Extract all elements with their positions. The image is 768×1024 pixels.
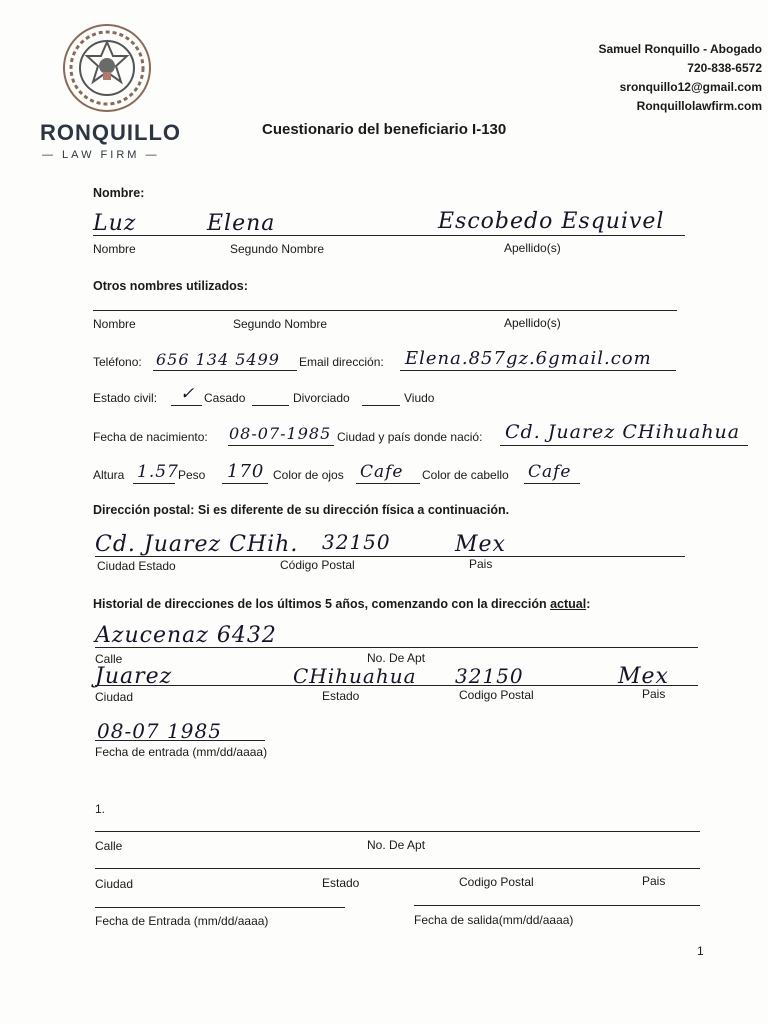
label-street: Calle	[95, 652, 123, 666]
handwritten-hair-color: Cafe	[528, 462, 572, 482]
viudo-line	[362, 405, 400, 406]
weight-line	[222, 483, 268, 484]
handwritten-history-zip: 32150	[455, 664, 524, 688]
name-line	[93, 235, 685, 236]
label-entry1-apt: No. De Apt	[367, 838, 426, 852]
label-divorciado: Divorciado	[293, 391, 350, 405]
mailing-address-line	[95, 556, 685, 557]
handwritten-history-state: CHihuahua	[293, 664, 417, 688]
label-ciudad: Ciudad	[95, 690, 134, 704]
handwritten-mailing-zip: 32150	[322, 530, 391, 554]
label-viudo: Viudo	[404, 391, 435, 405]
label-height: Altura	[93, 468, 125, 482]
height-line	[133, 483, 175, 484]
handwritten-eye-color: Cafe	[360, 462, 404, 482]
phone-number: 720-838-6572	[687, 61, 762, 75]
label-email: Email dirección:	[299, 355, 384, 369]
address-history-text: Historial de direcciones de los últimos 5 años, comenzando con la dirección	[93, 597, 551, 611]
firm-brand-name: RONQUILLO	[40, 120, 181, 145]
aztec-calendar-logo-icon	[61, 22, 153, 114]
label-codigo-postal: Codigo Postal	[459, 688, 534, 702]
handwritten-phone: 656 134 5499	[156, 350, 280, 369]
handwritten-entry-date: 08-07 1985	[97, 719, 222, 743]
label-phone: Teléfono:	[93, 355, 142, 369]
handwritten-birth-place: Cd. Juarez CHihuahua	[505, 421, 741, 443]
label-weight: Peso	[178, 468, 206, 482]
label-other-last-name: Apellido(s)	[504, 316, 561, 330]
handwritten-weight: 170	[227, 461, 265, 482]
label-middle-name: Segundo Nombre	[230, 242, 325, 256]
label-other-first-name: Nombre	[93, 317, 136, 331]
entry1-street-line	[95, 831, 700, 832]
divorciado-line	[252, 405, 289, 406]
attorney-name: Samuel Ronquillo - Abogado	[598, 42, 762, 56]
label-birth-place: Ciudad y país donde nació:	[337, 430, 483, 444]
label-last-name: Apellido(s)	[504, 241, 561, 255]
other-names-heading: Otros nombres utilizados:	[93, 279, 248, 293]
handwritten-middle-name: Elena	[207, 211, 276, 236]
other-names-line	[93, 310, 677, 311]
page-number: 1	[697, 944, 704, 958]
street-line	[95, 647, 698, 648]
label-birth-date: Fecha de nacimiento:	[93, 430, 208, 444]
entry1-exit-date-line	[414, 905, 700, 906]
label-entry1-pais: Pais	[642, 874, 666, 888]
label-estado: Estado	[322, 689, 360, 703]
checkmark-casado-icon: ✓	[180, 384, 196, 404]
entry1-entry-date-line	[95, 907, 345, 908]
address-history-heading	[93, 597, 590, 611]
label-entry1-estado: Estado	[322, 876, 360, 890]
phone-line	[153, 370, 297, 371]
handwritten-first-name: Luz	[93, 211, 137, 236]
label-postal-code: Código Postal	[280, 558, 355, 572]
label-eye-color: Color de ojos	[273, 468, 344, 482]
handwritten-mailing-country: Mex	[455, 532, 506, 557]
label-entry-date: Fecha de entrada (mm/dd/aaaa)	[95, 745, 268, 759]
address-history-colon: :	[586, 597, 591, 611]
label-marital-status: Estado civil:	[93, 391, 158, 405]
handwritten-email: Elena.857gz.6gmail.com	[405, 348, 652, 369]
entry1-city-line	[95, 868, 700, 869]
label-country: Pais	[469, 557, 493, 571]
handwritten-height: 1.57	[137, 462, 179, 482]
handwritten-last-name: Escobedo Esquivel	[438, 209, 665, 234]
label-entry1-ciudad: Ciudad	[95, 877, 134, 891]
label-other-middle-name: Segundo Nombre	[233, 317, 328, 331]
name-section-heading: Nombre:	[93, 186, 145, 200]
eye-color-line	[356, 483, 420, 484]
label-city-state: Ciudad Estado	[97, 559, 176, 573]
hair-color-line	[524, 483, 580, 484]
mailing-address-heading: Dirección postal: Si es diferente de su dirección física a continuación.	[93, 503, 510, 517]
handwritten-birth-date: 08-07-1985	[229, 424, 332, 443]
contact-block	[598, 40, 762, 116]
website: Ronquillolawfirm.com	[636, 99, 762, 113]
birth-place-line	[500, 445, 748, 446]
label-entry1-entry-date: Fecha de Entrada (mm/dd/aaaa)	[95, 914, 269, 928]
label-entry1-codigo-postal: Codigo Postal	[459, 875, 534, 889]
label-apt: No. De Apt	[367, 651, 426, 665]
label-entry1-exit-date: Fecha de salida(mm/dd/aaaa)	[414, 913, 574, 927]
entry-number: 1.	[95, 802, 106, 816]
label-entry1-street: Calle	[95, 839, 123, 853]
label-first-name: Nombre	[93, 242, 136, 256]
handwritten-history-country: Mex	[618, 664, 669, 689]
email-address: sronquillo12@gmail.com	[619, 80, 762, 94]
handwritten-mailing-city: Cd. Juarez CHih.	[95, 532, 299, 557]
handwritten-history-city: Juarez	[95, 664, 173, 689]
label-hair-color: Color de cabello	[422, 468, 509, 482]
handwritten-street: Azucenaz 6432	[95, 623, 277, 648]
email-line	[400, 370, 676, 371]
entry-date-line	[95, 740, 265, 741]
birth-date-line	[228, 445, 334, 446]
page-title: Cuestionario del beneficiario I-130	[262, 121, 507, 138]
history-city-line	[95, 685, 698, 686]
address-history-actual: actual	[550, 597, 587, 611]
label-casado: Casado	[204, 391, 246, 405]
label-pais: Pais	[642, 687, 666, 701]
firm-subtitle: — LAW FIRM —	[42, 149, 160, 161]
casado-line	[171, 405, 202, 406]
